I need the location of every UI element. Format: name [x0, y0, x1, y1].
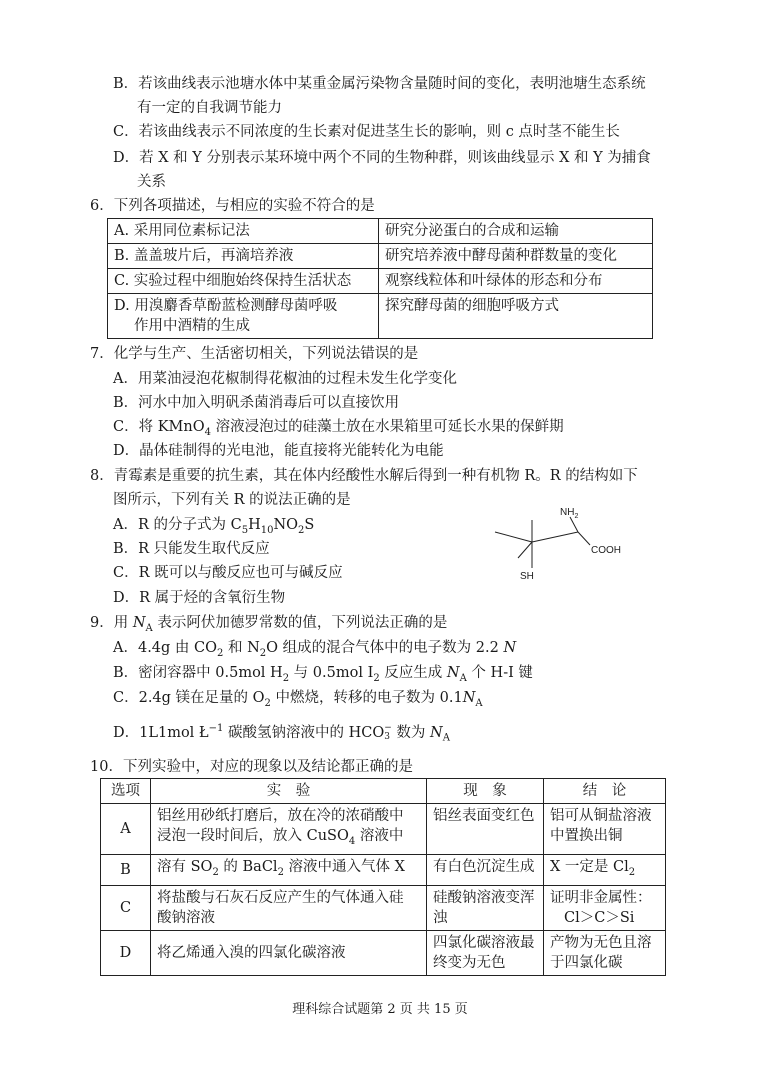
q10-experiment: 将盐酸与石灰石反应产生的气体通入硅 酸钠溶液 [151, 885, 427, 930]
q8-cooh-label: COOH [591, 545, 621, 556]
q9-option-c: C．2.4g 镁在足量的 $O_2$ 中燃烧，转移的电子数为 $0.1N_A$ [113, 690, 483, 709]
q6-table [107, 218, 653, 339]
q10-header: 结 论 [544, 779, 666, 804]
table-row [101, 930, 666, 975]
q6-cell: 观察线粒体和叶绿体的形态和分布 [379, 269, 653, 294]
q7-stem: 7．化学与生产、生活密切相关，下列说法错误的是 [90, 346, 419, 362]
q8-option-c: C．R 既可以与酸反应也可与碱反应 [113, 565, 343, 581]
q10-conclusion: 证明非金属性： Cl＞C＞Si [544, 885, 666, 930]
q10-phenomenon: 四氯化碳溶液最 终变为无色 [427, 930, 544, 975]
q10-option: A [101, 804, 151, 855]
table-row [101, 854, 666, 885]
q6-cell: 探究酵母菌的细胞呼吸方式 [379, 294, 653, 339]
q6-cell-line2: 作用中酒精的生成 [134, 318, 250, 334]
q6-cell: B. 盖盖玻片后，再滴培养液 [108, 244, 379, 269]
table-row [108, 294, 653, 339]
q5-option-d-line1: D．若 X 和 Y 分别表示某环境中两个不同的生物种群，则该曲线显示 X 和 Y 为捕食 [113, 150, 651, 166]
q10-option: C [101, 885, 151, 930]
q6-cell [108, 294, 379, 339]
q9-option-a: A．4.4g 由 $CO_2$ 和 $N_2O$ 组成的混合气体中的电子数为 2.2 N [113, 640, 517, 659]
q6-cell: 研究培养液中酵母菌种群数量的变化 [379, 244, 653, 269]
q8-option-b: B．R 只能发生取代反应 [113, 541, 270, 557]
q8-nh2-label: $NH_2$ [560, 507, 579, 520]
q10-header: 现 象 [427, 779, 544, 804]
q9-option-d: D．1L1mol $Ł^{-1}$ 碳酸氢钠溶液中的 HCO − 3 数为 $N_A$ [113, 722, 450, 744]
q8-option-a: A．R 的分子式为 $C_5H_{10}NO_2S$ [113, 517, 315, 536]
q10-experiment: 铝丝用砂纸打磨后，放在冷的浓硝酸中 浸泡一段时间后，放入 CuSO$_4$ 溶液中 [151, 804, 427, 855]
q8-structure-diagram [490, 500, 650, 590]
q9-option-b: B．密闭容器中 0.5mol $H_2$ 与 0.5mol $I_2$ 反应生成 $N_A$ 个 H-I 键 [113, 665, 533, 684]
q6-cell: C. 实验过程中细胞始终保持生活状态 [108, 269, 379, 294]
q10-table [100, 778, 666, 976]
q8-stem-line1: 8．青霉素是重要的抗生素，其在体内经酸性水解后得到一种有机物 R。R 的结构如下 [90, 468, 638, 484]
q10-phenomenon: 硅酸钠溶液变浑 浊 [427, 885, 544, 930]
table-row [101, 804, 666, 855]
q10-experiment: 溶有 $SO_2$ 的 BaCl$_2$ 溶液中通入气体 X [151, 854, 427, 885]
q6-cell: A. 采用同位素标记法 [108, 219, 379, 244]
q8-sh-label: SH [520, 571, 534, 582]
q6-cell: 研究分泌蛋白的合成和运输 [379, 219, 653, 244]
q6-stem: 6．下列各项描述，与相应的实验不符合的是 [90, 198, 375, 214]
table-row [108, 219, 653, 244]
q10-conclusion: 产物为无色且溶 于四氯化碳 [544, 930, 666, 975]
q10-option: D [101, 930, 151, 975]
q7-option-c: C．将 KMnO$_4$ 溶液浸泡过的硅藻土放在水果箱里可延长水果的保鲜期 [113, 419, 564, 438]
q8-option-d: D．R 属于烃的含氧衍生物 [113, 590, 286, 606]
table-row [108, 244, 653, 269]
q6-cell-line1: D. 用溴麝香草酚蓝检测酵母菌呼吸 [114, 298, 338, 314]
table-row [101, 779, 666, 804]
q5-option-b-line2: 有一定的自我调节能力 [137, 100, 282, 116]
q5-option-d-line2: 关系 [137, 174, 166, 190]
q10-header: 选项 [101, 779, 151, 804]
table-row [108, 269, 653, 294]
table-row [101, 885, 666, 930]
q10-header: 实 验 [151, 779, 427, 804]
page-footer: 理科综合试题第 2 页 共 15 页 [292, 1002, 468, 1017]
q10-stem: 10．下列实验中，对应的现象以及结论都正确的是 [90, 759, 413, 775]
q10-option: B [101, 854, 151, 885]
q7-option-b: B．河水中加入明矾杀菌消毒后可以直接饮用 [113, 395, 400, 411]
q10-conclusion: 铝可从铜盐溶液 中置换出铜 [544, 804, 666, 855]
q5-option-b-line1: B．若该曲线表示池塘水体中某重金属污染物含量随时间的变化，表明池塘生态系统 [113, 76, 646, 92]
q7-option-d: D．晶体硅制得的光电池，能直接将光能转化为电能 [113, 443, 444, 459]
q7-option-a: A．用菜油浸泡花椒制得花椒油的过程未发生化学变化 [113, 371, 457, 387]
q8-stem-line2: 图所示，下列有关 R 的说法正确的是 [113, 492, 351, 508]
q9-stem: 9．用 $N_A$ 表示阿伏加德罗常数的值，下列说法正确的是 [90, 615, 448, 634]
q10-phenomenon: 铝丝表面变红色 [427, 804, 544, 855]
q5-option-c: C．若该曲线表示不同浓度的生长素对促进茎生长的影响，则 c 点时茎不能生长 [113, 124, 620, 140]
q10-phenomenon: 有白色沉淀生成 [427, 854, 544, 885]
q10-experiment: 将乙烯通入溴的四氯化碳溶液 [151, 930, 427, 975]
q10-conclusion: X 一定是 $Cl_2$ [544, 854, 666, 885]
